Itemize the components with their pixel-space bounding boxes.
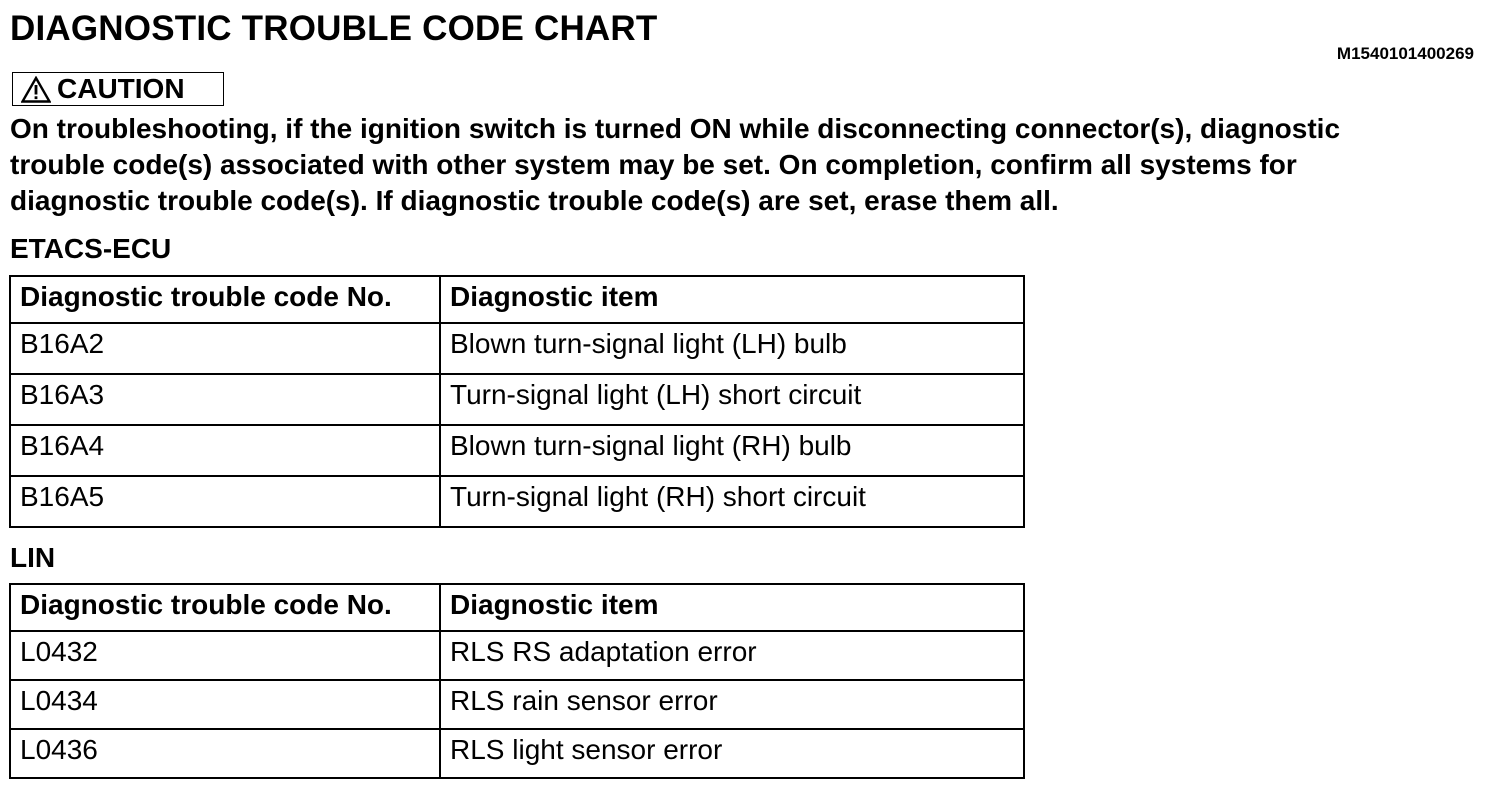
caution-line: diagnostic trouble code(s). If diagnostic trouble code(s) are set, erase them all.	[10, 185, 1059, 216]
caution-label: CAUTION	[57, 73, 185, 104]
caution-line: On troubleshooting, if the ignition switch is turned ON while disconnecting connector(s), diagnostic	[10, 113, 1341, 144]
dtc-code: L0434	[10, 680, 440, 729]
column-header-code: Diagnostic trouble code No.	[10, 276, 440, 323]
caution-line: trouble code(s) associated with other system may be set. On completion, confirm all systems for	[10, 149, 1297, 180]
dtc-code: B16A2	[10, 323, 440, 374]
dtc-item: RLS light sensor error	[440, 729, 1024, 778]
table-row	[10, 476, 1024, 527]
column-header-item: Diagnostic item	[440, 584, 1024, 631]
table-row	[10, 374, 1024, 425]
dtc-code: B16A4	[10, 425, 440, 476]
section-heading-lin: LIN	[10, 542, 56, 573]
dtc-item: Turn-signal light (RH) short circuit	[440, 476, 1024, 527]
table-row	[10, 729, 1024, 778]
section-heading-etacs-ecu: ETACS-ECU	[10, 233, 172, 264]
dtc-item: Blown turn-signal light (RH) bulb	[440, 425, 1024, 476]
table-row	[10, 323, 1024, 374]
dtc-item: RLS rain sensor error	[440, 680, 1024, 729]
caution-label-box	[12, 72, 224, 106]
column-header-item: Diagnostic item	[440, 276, 1024, 323]
lin-dtc-table	[9, 583, 1025, 779]
dtc-item: Turn-signal light (LH) short circuit	[440, 374, 1024, 425]
dtc-code: B16A3	[10, 374, 440, 425]
caution-message	[10, 111, 1490, 219]
dtc-item: RLS RS adaptation error	[440, 631, 1024, 680]
table-row	[10, 425, 1024, 476]
dtc-item: Blown turn-signal light (LH) bulb	[440, 323, 1024, 374]
dtc-code: L0432	[10, 631, 440, 680]
warning-triangle-icon	[21, 76, 51, 103]
dtc-code: L0436	[10, 729, 440, 778]
table-header-row	[10, 276, 1024, 323]
dtc-code: B16A5	[10, 476, 440, 527]
column-header-code: Diagnostic trouble code No.	[10, 584, 440, 631]
document-id: M1540101400269	[1336, 44, 1474, 63]
table-row	[10, 631, 1024, 680]
page-title: DIAGNOSTIC TROUBLE CODE CHART	[10, 9, 658, 48]
table-row	[10, 680, 1024, 729]
etacs-ecu-dtc-table	[9, 275, 1025, 528]
table-header-row	[10, 584, 1024, 631]
